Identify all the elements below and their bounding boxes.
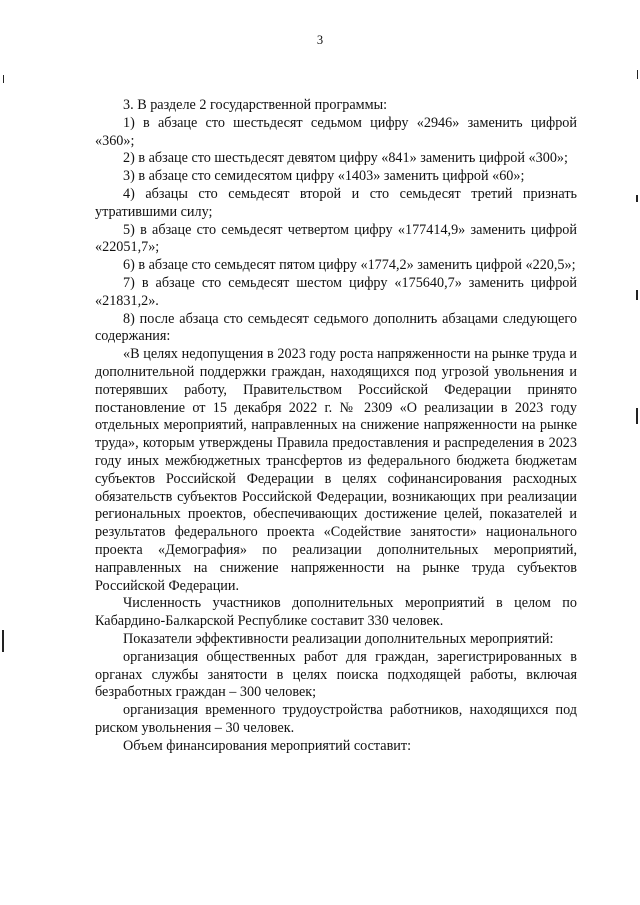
document-body [95, 97, 577, 755]
paragraph-quoted-text: «В целях недопущения в 2023 году роста напряженности на рынке труда и дополнительной поддержки граждан, находящихся под угрозой увольнения и потерявших работу, Правительством Российской Федерации принято постановление от 15 декабря 2022 г. № 2309 «О реализации в 2023 году отдельных мероприятий, направленных на снижение напряженности на рынке труда», которым утверждены Правила предоставления и распределения в 2023 году иных межбюджетных трансфертов из федерального бюджета бюджетам субъектов Российской Федерации в целях софинансирования расходных обязательств субъектов Российской Федерации, возникающих при реализации региональных проектов, обеспечивающих достижение целей, показателей и результатов федерального проекта «Содействие занятости» национального проекта «Демография» по реализации дополнительных мероприятий, направленных на снижение напряженности на рынке труда субъектов Российской Федерации. [95, 346, 577, 594]
scan-artifact [636, 290, 638, 300]
paragraph-item-4: 4) абзацы сто семьдесят второй и сто семьдесят третий признать утратившими силу; [95, 185, 577, 220]
paragraph-public-works: организация общественных работ для граждан, зарегистрированных в органах службы занятости в целях поиска подходящей работы, включая безработных граждан – 300 человек; [95, 648, 577, 701]
paragraph-item-6: 6) в абзаце сто семьдесят пятом цифру «1774,2» заменить цифрой «220,5»; [123, 257, 576, 274]
scan-artifact [637, 70, 638, 79]
paragraph-item-5: 5) в абзаце сто семьдесят четвертом цифру «177414,9» заменить цифрой «22051,7»; [95, 221, 577, 256]
paragraph-section-heading: 3. В разделе 2 государственной программы: [123, 97, 388, 113]
paragraph-temporary-employment: организация временного трудоустройства работников, находящихся под риском увольнения – 30 человек. [95, 702, 577, 736]
scan-artifact [636, 408, 638, 424]
paragraph-item-2: 2) в абзаце сто шестьдесят девятом цифру «841» заменить цифрой «300»; [123, 150, 568, 167]
paragraph-item-3: 3) в абзаце сто семидесятом цифру «1403» заменить цифрой «60»; [123, 168, 525, 185]
paragraph-indicators: Показатели эффективности реализации дополнительных мероприятий: [123, 630, 554, 647]
paragraph-item-1: 1) в абзаце сто шестьдесят седьмом цифру «2946» заменить цифрой «360»; [95, 114, 577, 149]
scan-artifact [3, 75, 4, 83]
page-number: 3 [316, 33, 324, 47]
paragraph-participants: Численность участников дополнительных мероприятий в целом по Кабардино-Балкарской Республике составит 330 человек. [95, 595, 577, 630]
scan-artifact [636, 195, 638, 202]
scan-artifact [2, 630, 4, 652]
paragraph-financing: Объем финансирования мероприятий составит: [123, 737, 412, 754]
paragraph-item-7: 7) в абзаце сто семьдесят шестом цифру «175640,7» заменить цифрой «21831,2». [95, 274, 577, 309]
paragraph-item-8: 8) после абзаца сто семьдесят седьмого дополнить абзацами следующего содержания: [95, 310, 577, 345]
